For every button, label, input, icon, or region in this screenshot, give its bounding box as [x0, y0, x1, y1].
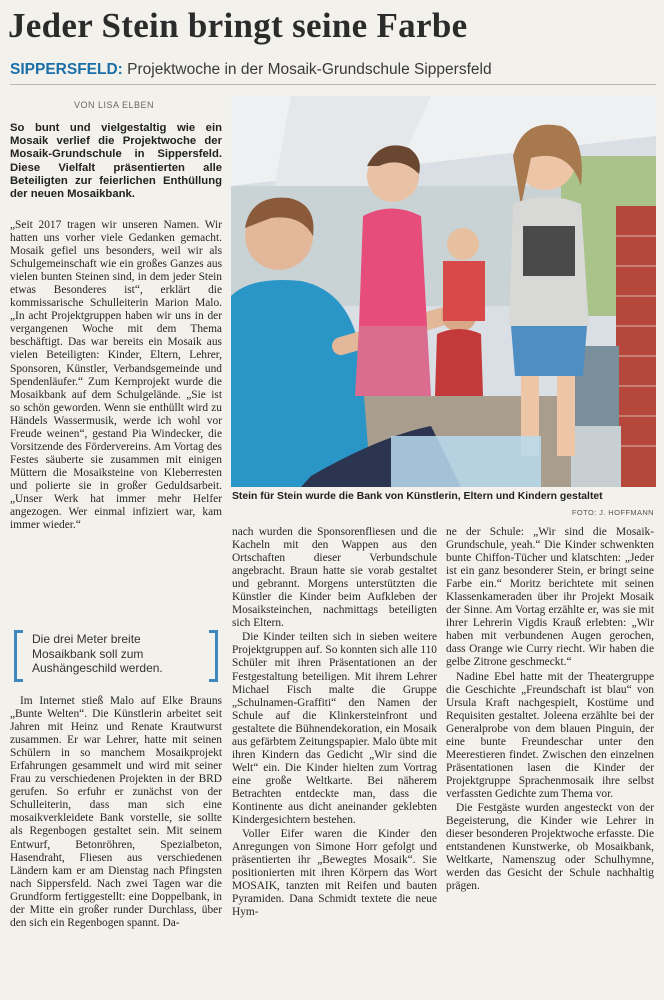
paragraph: Im Internet stieß Malo auf Elke Brauns „Bunte Welten“. Die Künstlerin arbeitet seit Jahren mit Heinz und Renate Krautwurst zusammen. Er war Lehrer, hatte mit seinen Schülern in so manchem Mosaikprojekt Erfahrungen gesammelt und wird mit seiner Frau zu verschiedenen Projekten in der BRD gerufen. So erfuhr er zunächst von der Schulleiterin, dass man sich eine mosaikverkleidete Bank vorstelle, sie sollte als Regenbogen gestaltet sein. Mit seinem Entwurf, Betonröhren, Spezialbeton, Hasendraht, Fliesen aus verschiedenen Ländern kam er am Dienstag nach Pfingsten nach Sippersfeld. Nach zwei Tagen war die Grundform fertiggestellt: eine Doppelbank, in der Mitte ein großer runder Durchlass, über den sich ein Regenbogen spannt. Da- [10, 695, 222, 929]
lead-paragraph: So bunt und vielgestaltig wie ein Mosaik verlief die Projektwoche der Mosaik-Grundschule in Sippersfeld. Diese Vielfalt präsentierten alle Beteiligten zur feierlichen Enthüllung der neuen Mosaikbank. [10, 122, 222, 201]
pullquote-bracket-left [14, 630, 23, 682]
column-1 [10, 219, 222, 532]
paragraph: nach wurden die Sponsorenfliesen und die Kacheln mit den Wappen aus den Ortschaften dieser Verbundschule angebracht. Braun hatte sie vorab gestaltet und gebrannt. Morgens unterstützten die Künstler die Kinder beim Aufkleben der Mosaiksteinchen, nachmittags beteiligten sich Eltern. [232, 526, 437, 630]
header-divider [10, 84, 656, 85]
headline: Jeder Stein bringt seine Farbe [8, 6, 468, 45]
article-photo [231, 96, 656, 487]
photo-credit: FOTO: J. HOFFMANN [571, 508, 654, 517]
column-3 [446, 526, 654, 893]
subhead-location: SIPPERSFELD: [10, 61, 123, 78]
paragraph: ne der Schule: „Wir sind die Mosaik-Grundschule, yeah.“ Die Kinder schwenkten bunte Chiffon-Tücher und klatschten: „Jeder ist ein ganz besonderer Stein, er bringt seine Farbe ein.“ Moritz berichtete mit seinen Klassenkameraden über ihr Projekt Mosaik der Sinne. Am Vortag erzählte er, was sie mit ihrer Lehrerin Vigdis Krauß erlebten: „Wir haben mit verbundenen Augen gerochen, dass Orange wie Curry riecht. Wir haben die gelbe Zitrone geschmeckt.“ [446, 526, 654, 669]
paragraph: Die Festgäste wurden angesteckt von der Begeisterung, die Kinder wie Lehrer in dieser besonderen Projektwoche erfasste. Die entstandenen Kunstwerke, ob Mosaikbank, Weltkarte, Namenszug oder Schulhymne, werden das Gesicht der Schule nachhaltig prägen. [446, 801, 654, 893]
paragraph: Nadine Ebel hatte mit der Theatergruppe die Geschichte „Freundschaft ist blau“ von Ursula Kraft nachgespielt, Kostüme und Requisiten gestaltet. Joleena erzählte bei der Generalprobe von dem blauen Pinguin, der eine bunte Freundeschar unter den Meerestieren findet. Zwischen den einzelnen Präsentationen lasen die Kinder der Projektgruppe Sprachenmosaik ihre selbst verfassten Gedichte zum Thema vor. [446, 670, 654, 800]
column-1-continued [10, 695, 222, 930]
pullquote [14, 628, 218, 684]
photo-caption: Stein für Stein wurde die Bank von Künstlerin, Eltern und Kindern gestaltet [232, 491, 603, 502]
pullquote-bracket-right [209, 630, 218, 682]
subhead [10, 60, 660, 80]
paragraph: Voller Eifer waren die Kinder den Anregungen von Simone Horr gefolgt und präsentierten ihr „Bewegtes Mosaik“. Sie positionierten mit ihren Körpern das Wort MOSAIK, tanzten mit Reifen und bauten Pyramiden. Dana Schmidt textete die neue Hym- [232, 828, 437, 919]
byline: VON LISA ELBEN [74, 100, 155, 110]
subhead-text: Projektwoche in der Mosaik-Grundschule Sippersfeld [122, 61, 492, 78]
photo-illustration [231, 96, 656, 487]
paragraph: Die Kinder teilten sich in sieben weitere Projektgruppen auf. So konnten sich alle 110 Schüler mit ihren Präsentationen an der Festgestaltung beteiligen. Mit ihrem Lehrer Michael Fisch malte die Gruppe „Schulnamen-Graffiti“ den Namen der Schule auf die Klinkersteinfront und gestaltete die Bühnendekoration, ein Mosaik aus gefärbtem Zeitungspapier. Malo übte mit ihren Kindern das Gedicht „Wir sind die Welt“ ein. Die Kinder hielten zum Vortrag eine große Weltkarte. Bei näherem Betrachten entdeckte man, dass die Kontinente aus dicht aneinander geklebten Kindergesichtern bestehen. [232, 631, 437, 827]
pullquote-text: Die drei Meter breite Mosaikbank soll zum Aushängeschild werden. [32, 632, 163, 675]
column-2 [232, 526, 437, 919]
paragraph: „Seit 2017 tragen wir unseren Namen. Wir hatten uns vorher viele Gedanken gemacht. Mosaik gefiel uns besonders, weil wir als Schulgemeinschaft wie ein großes Ganzes aus vielen bunten Steinen sind, in dem jeder Stein etwas Besonderes ist“, erklärt die kommissarische Schulleiterin Marion Malo. „In acht Projektgruppen haben wir uns in der vergangenen Woche mit dem Thema beschäftigt. Das war bereits ein Mosaik aus vielen Beteiligten: Kinder, Eltern, Lehrer, Sponsoren, Künstler, Verbandsgemeinde und Spendenläufer.“ Zum Kernprojekt wurde die Mosaikbank auf dem Schulgelände. „Sie ist so schön geworden. Wenn sie enthüllt wird zu Händels Wassermusik, werde ich wohl vor Freude weinen“, gestand Pia Windecker, die Vorsitzende des Fördervereins. Am Vortag des Festes säuberte sie zusammen mit einigen Müttern die Mosaiksteine von Kleberresten und polierte sie in großer Geduldsarbeit. „Unser Werk hat immer mehr Helfer angezogen. Wer einmal infiziert war, kam immer wieder.“ [10, 219, 222, 532]
